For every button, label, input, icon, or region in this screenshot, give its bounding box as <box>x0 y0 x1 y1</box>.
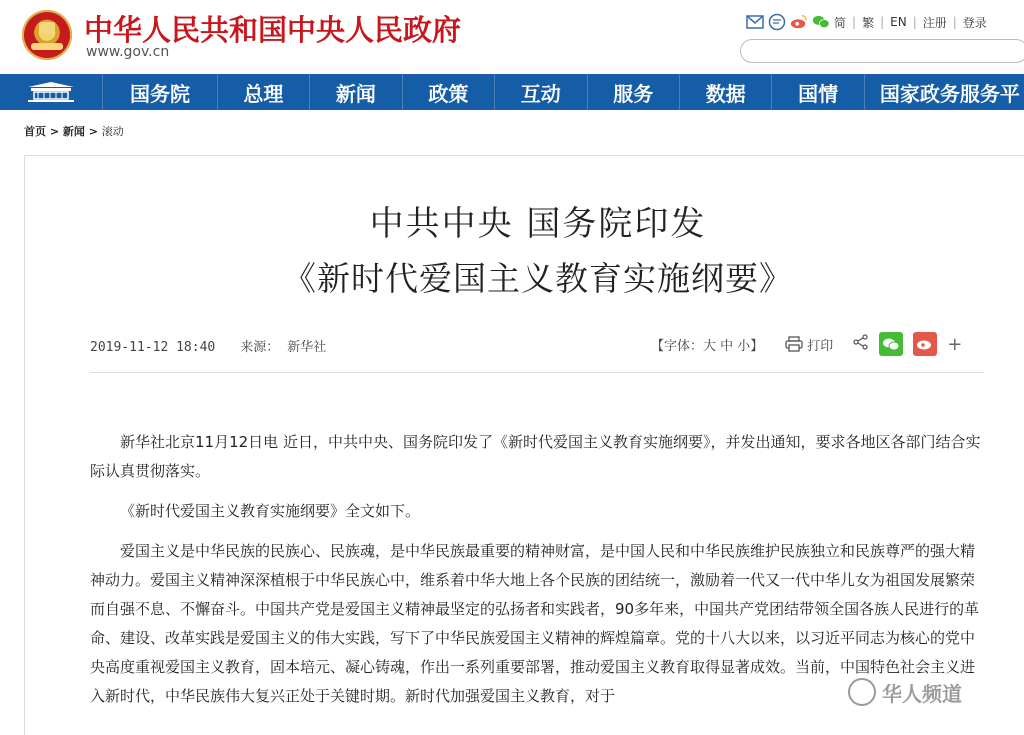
paragraph: 《新时代爱国主义教育实施纲要》全文如下。 <box>120 502 421 520</box>
divider <box>90 372 984 373</box>
weibo-icon[interactable] <box>790 13 808 31</box>
watermark-icon <box>848 678 876 706</box>
message-icon[interactable] <box>768 13 786 31</box>
plus-icon[interactable]: + <box>947 333 963 355</box>
breadcrumb: 首页 > 新闻 > 滚动 <box>24 125 124 138</box>
site-title[interactable]: 中华人民共和国中央人民政府 <box>84 13 462 47</box>
watermark <box>848 680 996 704</box>
source-label: 来源： <box>240 340 280 355</box>
article-body <box>90 428 984 722</box>
site-header <box>0 0 1024 74</box>
lang-english-link[interactable]: EN <box>890 15 907 29</box>
nav-item-policy[interactable]: 政策 <box>403 74 495 110</box>
breadcrumb-home[interactable]: 首页 <box>24 125 46 138</box>
article-meta <box>90 336 351 355</box>
site-url: www.gov.cn <box>86 44 170 60</box>
font-size-selector[interactable]: 【字体：大 中 小】 <box>651 338 764 354</box>
article-tools <box>651 332 962 356</box>
nav-item-state-council[interactable]: 国务院 <box>103 74 217 110</box>
nav-item-premier[interactable]: 总理 <box>218 74 310 110</box>
login-link[interactable]: 登录 <box>962 15 987 30</box>
share-weibo-icon[interactable] <box>913 332 937 356</box>
nav-item-news[interactable]: 新闻 <box>310 74 402 110</box>
wechat-icon[interactable] <box>812 13 830 31</box>
nav-item-services[interactable]: 服务 <box>588 74 680 110</box>
register-link[interactable]: 注册 <box>922 15 947 30</box>
print-button[interactable]: 打印 <box>807 338 834 354</box>
main-nav <box>0 74 1024 110</box>
breadcrumb-scroll[interactable]: 滚动 <box>101 125 124 138</box>
nav-item-gov-services-platform[interactable]: 国家政务服务平 <box>879 81 1020 106</box>
paragraph: 新华社北京11月12日电 近日，中共中央、国务院印发了《新时代爱国主义教育实施纲要》，并发出通知，要求各地区各部门结合实际认真贯彻落实。 <box>90 433 981 480</box>
publish-date: 2019-11-12 18:40 <box>90 340 216 355</box>
national-emblem-logo[interactable] <box>22 10 72 60</box>
nav-item-interaction[interactable]: 互动 <box>495 74 587 110</box>
nav-home-icon[interactable] <box>0 74 103 110</box>
nav-item-national-info[interactable]: 国情 <box>772 74 864 110</box>
print-icon[interactable] <box>785 336 803 352</box>
share-icon[interactable] <box>853 334 869 354</box>
watermark-text: 华人频道 <box>882 681 962 706</box>
mail-icon[interactable] <box>746 13 764 31</box>
nav-item-data[interactable]: 数据 <box>680 74 772 110</box>
lang-traditional-link[interactable]: 繁 <box>862 15 875 30</box>
article-title-line1: 中共中央 国务院印发 <box>369 204 707 244</box>
top-links: 简 | 繁 | EN | 注册 | 登录 <box>746 10 987 34</box>
search-input[interactable] <box>740 39 1024 63</box>
breadcrumb-news[interactable]: 新闻 <box>62 125 85 138</box>
lang-simplified-link[interactable]: 简 <box>834 15 847 30</box>
source-name: 新华社 <box>287 340 327 355</box>
share-wechat-icon[interactable] <box>879 332 903 356</box>
article-title-line2: 《新时代爱国主义教育实施纲要》 <box>283 259 793 298</box>
paragraph: 爱国主义是中华民族的民族心、民族魂，是中华民族最重要的精神财富，是中国人民和中华民族维护民族独立和民族尊严的强大精神动力。爱国主义精神深深植根于中华民族心中，维系着中华大地上各个民族的团结统一，激励着一代又一代中华儿女为祖国发展繁荣而自强不息、不懈奋斗。中国共产党是爱国主义精神最坚定的弘扬者和实践者，90多年来，中国共产党团结带领全国各族人民进行的革命、建设、改革实践是爱国主义的伟大实践，写下了中华民族爱国主义精神的辉煌篇章。党的十八大以来，以习近平同志为核心的党中央高度重视爱国主义教育，固本培元、凝心铸魂，作出一系列重要部署，推动爱国主义教育取得显著成效。当前，中国特色社会主义进入新时代，中华民族伟大复兴正处于关键时期。新时代加强爱国主义教育，对于 <box>90 542 980 705</box>
